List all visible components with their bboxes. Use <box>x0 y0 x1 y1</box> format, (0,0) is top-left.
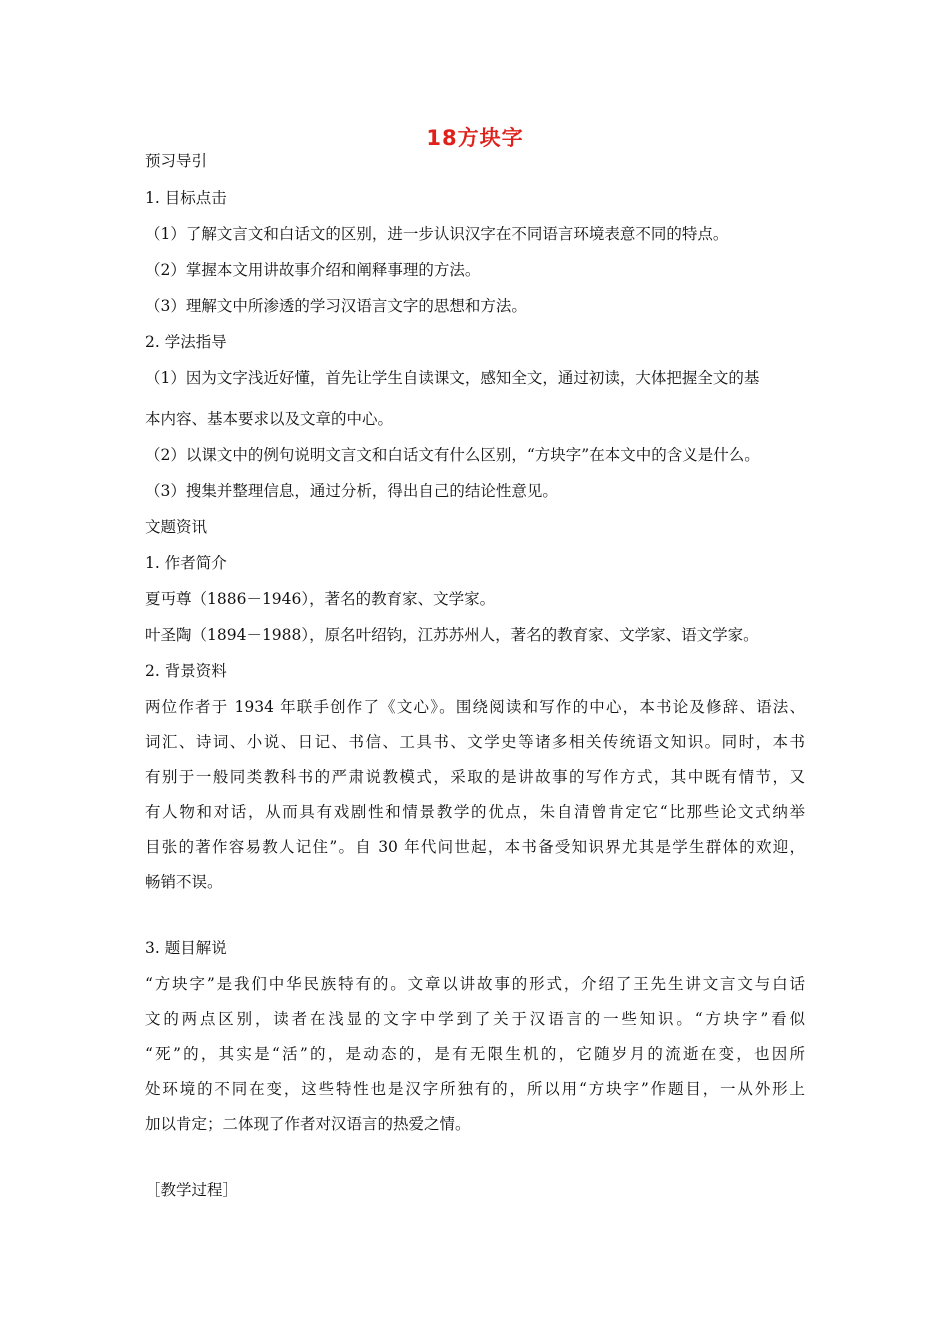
title-explain-line: 处环境的不同在变，这些特性也是汉字所独有的，所以用“方块字”作题目，一从外形上 <box>145 1080 805 1098</box>
background-line: 两位作者于 1934 年联手创作了《文心》。围绕阅读和写作的中心，本书论及修辞、语法、 <box>145 698 805 716</box>
title-explain-heading: 3. 题目解说 <box>145 939 227 957</box>
author-item-1: 夏丏尊（1886－1946），著名的教育家、文学家。 <box>145 590 496 608</box>
background-line: 目张的著作容易教人记住”。自 30 年代问世起，本书备受知识界尤其是学生群体的欢迎， <box>145 838 805 856</box>
title-explain-line: 文的两点区别，读者在浅显的文字中学到了关于汉语言的一些知识。“方块字”看似 <box>145 1010 805 1028</box>
title-explain-line: “死”的，其实是“活”的，是动态的，是有无限生机的，它随岁月的流逝在变，也因所 <box>145 1045 805 1063</box>
background-line: 有别于一般同类教科书的严肃说教模式，采取的是讲故事的写作方式，其中既有情节，又 <box>145 768 805 786</box>
author-heading: 1. 作者简介 <box>145 554 227 572</box>
teaching-process-heading: ［教学过程］ <box>145 1181 239 1199</box>
background-line: 畅销不误。 <box>145 873 223 891</box>
title-explain-paragraph <box>145 974 805 1149</box>
goal-item-3: （3）理解文中所渗透的学习汉语言文字的思想和方法。 <box>145 297 527 315</box>
method-item-1b: 本内容、基本要求以及文章的中心。 <box>145 410 394 428</box>
background-paragraph <box>145 697 805 907</box>
title-explain-line: 加以肯定；二体现了作者对汉语言的热爱之情。 <box>145 1115 471 1133</box>
method-heading: 2. 学法指导 <box>145 333 227 351</box>
document-title: 18方块字 <box>426 126 524 150</box>
goal-item-2: （2）掌握本文用讲故事介绍和阐释事理的方法。 <box>145 261 481 279</box>
goal-item-1: （1）了解文言文和白话文的区别，进一步认识汉字在不同语言环境表意不同的特点。 <box>145 225 729 243</box>
method-item-3: （3）搜集并整理信息，通过分析，得出自己的结论性意见。 <box>145 482 558 500</box>
background-heading: 2. 背景资料 <box>145 662 227 680</box>
method-item-1a: （1）因为文字浅近好懂，首先让学生自读课文，感知全文，通过初读，大体把握全文的基 <box>145 369 760 387</box>
method-item-2: （2）以课文中的例句说明文言文和白话文有什么区别，“方块字”在本文中的含义是什么。 <box>145 446 760 464</box>
author-item-2: 叶圣陶（1894－1988），原名叶绍钧，江苏苏州人，著名的教育家、文学家、语文学家。 <box>145 626 759 644</box>
info-heading: 文题资讯 <box>145 518 208 536</box>
title-explain-line: “方块字”是我们中华民族特有的。文章以讲故事的形式，介绍了王先生讲文言文与白话 <box>145 975 805 993</box>
preview-heading: 预习导引 <box>145 152 208 170</box>
background-line: 词汇、诗词、小说、日记、书信、工具书、文学史等诸多相关传统语文知识。同时，本书 <box>145 733 805 751</box>
goals-heading: 1. 目标点击 <box>145 189 227 207</box>
background-line: 有人物和对话，从而具有戏剧性和情景教学的优点，朱自清曾肯定它“比那些论文式纳举 <box>145 803 805 821</box>
